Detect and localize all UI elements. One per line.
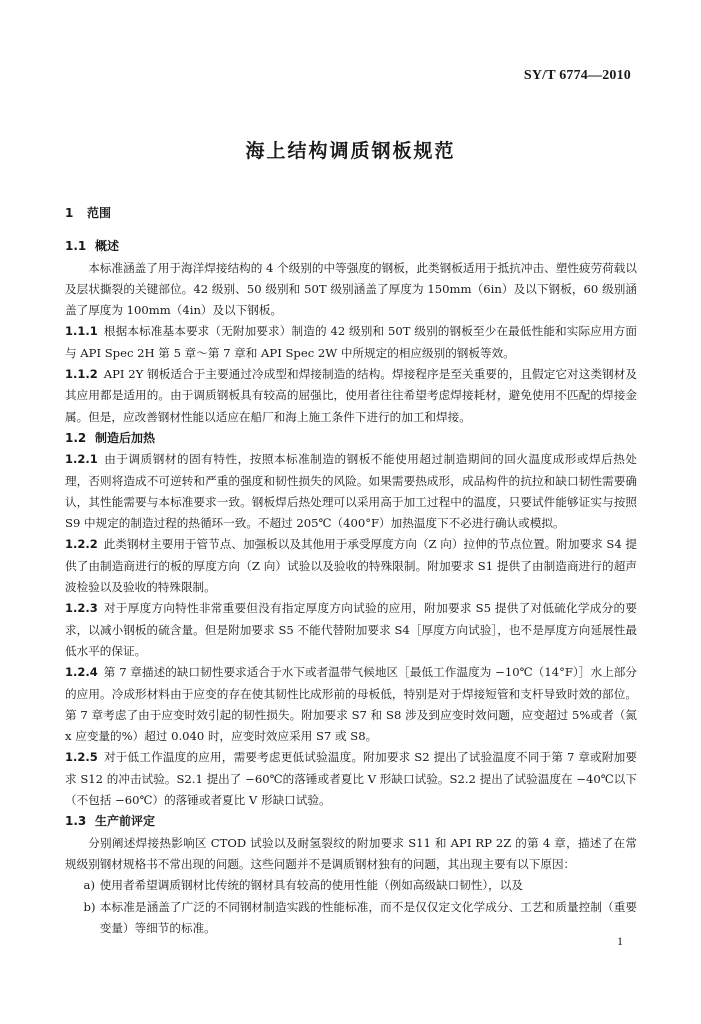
clause-1-2-4 — [65, 662, 637, 747]
clause-1-2-2 — [65, 534, 637, 598]
section-number: 1.2 — [65, 430, 87, 445]
list-marker: a) — [83, 878, 95, 893]
clause-number: 1.2.4 — [65, 665, 98, 680]
clause-text: 此类钢材主要用于管节点、加强板以及其他用于承受厚度方向（Z 向）拉伸的节点位置。附加要求 S4 提供了由制造商进行的板的厚度方向（Z 向）试验以及验收的特殊限制。附加要求 S1 提供了由制造商进行的超声波检验以及验收的特殊限制。 — [65, 537, 637, 595]
clause-number: 1.1.1 — [65, 324, 98, 339]
section-number: 1.3 — [65, 814, 87, 829]
clause-number: 1.2.1 — [65, 452, 98, 467]
list-marker: b) — [83, 899, 96, 914]
section-number: 1.1 — [65, 239, 87, 254]
standard-code: SY/T 6774—2010 — [523, 68, 631, 83]
section-1-2-heading — [65, 428, 637, 449]
section-title: 生产前评定 — [95, 814, 156, 829]
document-title: 海上结构调质钢板规范 — [245, 140, 456, 162]
list-item — [67, 875, 637, 896]
section-title: 概述 — [95, 239, 120, 254]
paragraph: 分别阐述焊接热影响区 CTOD 试验以及耐氢裂纹的附加要求 S11 和 API RP 2Z 的第 4 章，描述了在常规级别钢材规格书不常出现的问题。这些问题并不是调质钢材独有的问题，其出现主要有以下原因： — [65, 835, 637, 871]
clause-1-2-1 — [65, 449, 637, 534]
clause-text: 对于厚度方向特性非常重要但没有指定厚度方向试验的应用，附加要求 S5 提供了对低硫化学成分的要求，以减小钢板的硫含量。但是附加要求 S5 不能代替附加要求 S4［厚度方向试验］，也不是厚度方向延展性最低水平的保证。 — [65, 601, 637, 658]
clause-number: 1.2.3 — [65, 601, 98, 616]
clause-1-2-5 — [65, 747, 637, 811]
clause-1-1-2 — [65, 364, 637, 428]
clause-number: 1.2.2 — [65, 537, 98, 552]
clause-text: API 2Y 钢板适合于主要通过冷成型和焊接制造的结构。焊接程序是至关重要的，且假定它对这类钢材及其应用都是适用的。由于调质钢板具有较高的屈强比，使用者往往希望考虑焊接耗材，避免使用不匹配的焊接金属。但是，应改善钢材性能以适应在船厂和海上施工条件下进行的加工和焊接。 — [65, 367, 637, 424]
list-item-text: 使用者希望调质钢材比传统的钢材具有较高的使用性能（例如高级缺口韧性），以及 — [99, 878, 523, 893]
clause-number: 1.2.5 — [65, 750, 98, 765]
clause-1-2-3 — [65, 598, 637, 662]
section-title: 制造后加热 — [95, 430, 156, 445]
section-1-1-heading — [65, 236, 637, 257]
clause-1-1-1 — [65, 321, 637, 364]
list-item-text: 本标准是涵盖了广泛的不同钢材制造实践的性能标准，而不是仅仅定文化学成分、工艺和质量控制（重要变量）等细节的标准。 — [99, 899, 637, 935]
clause-text: 第 7 章描述的缺口韧性要求适合于水下或者温带气候地区［最低工作温度为 −10℃（14°F）］水上部分的应用。冷成形材料由于应变的存在使其韧性比成形前的母板低，特别是对于焊接短管和支杆导致时效的部位。第 7 章考虑了由于应变时效引起的韧性损失。附加要求 S7 和 S8 涉及到应变时效问题，应变超过 5%或者（氮 x 应变量的%）超过 0.040 时，应变时效应采用 S7 或 S8。 — [65, 665, 637, 744]
list-item — [67, 897, 637, 940]
clause-text: 对于低工作温度的应用，需要考虑更低试验温度。附加要求 S2 提出了试验温度不同于第 7 章或附加要求 S12 的冲击试验。S2.1 提出了 −60℃的落锤或者夏比 V 形缺口试验。S2.2 提出了试验温度在 −40℃以下（不包括 −60℃）的落锤或者夏比 V 形缺口试验。 — [65, 750, 637, 808]
page-number: 1 — [617, 934, 623, 948]
paragraph: 本标准涵盖了用于海洋焊接结构的 4 个级别的中等强度的钢板，此类钢板适用于抵抗冲击、塑性疲劳荷载以及层状撕裂的关键部位。42 级别、50 级别和 50T 级别涵盖了厚度为 150mm（6in）及以下钢板，60 级别涵盖了厚度为 100mm（4in）及以下钢板。 — [65, 260, 637, 318]
clause-number: 1.1.2 — [65, 367, 98, 382]
section-number: 1 — [65, 206, 74, 220]
section-title: 范围 — [87, 206, 112, 220]
clause-text: 根据本标准基本要求（无附加要求）制造的 42 级别和 50T 级别的钢板至少在最低性能和实际应用方面与 API Spec 2H 第 5 章～第 7 章和 API Spec 2W 中所规定的相应级别的钢板等效。 — [65, 324, 637, 360]
section-1-heading — [65, 203, 637, 224]
clause-text: 由于调质钢材的固有特性，按照本标准制造的钢板不能使用超过制造期间的回火温度成形或焊后热处理，否则将造成不可逆转和严重的强度和韧性损失的风险。如果需要热成形，成品构件的抗拉和缺口韧性需要确认，其性能需要与本标准要求一致。钢板焊后热处理可以采用高于加工过程中的温度，只要试件能够证实与按照 S9 中规定的制造过程的热循环一致。不超过 205℃（400°F）加热温度下不必进行确认或模拟。 — [65, 452, 637, 531]
section-1-3-heading — [65, 811, 637, 832]
document-body — [65, 203, 637, 939]
